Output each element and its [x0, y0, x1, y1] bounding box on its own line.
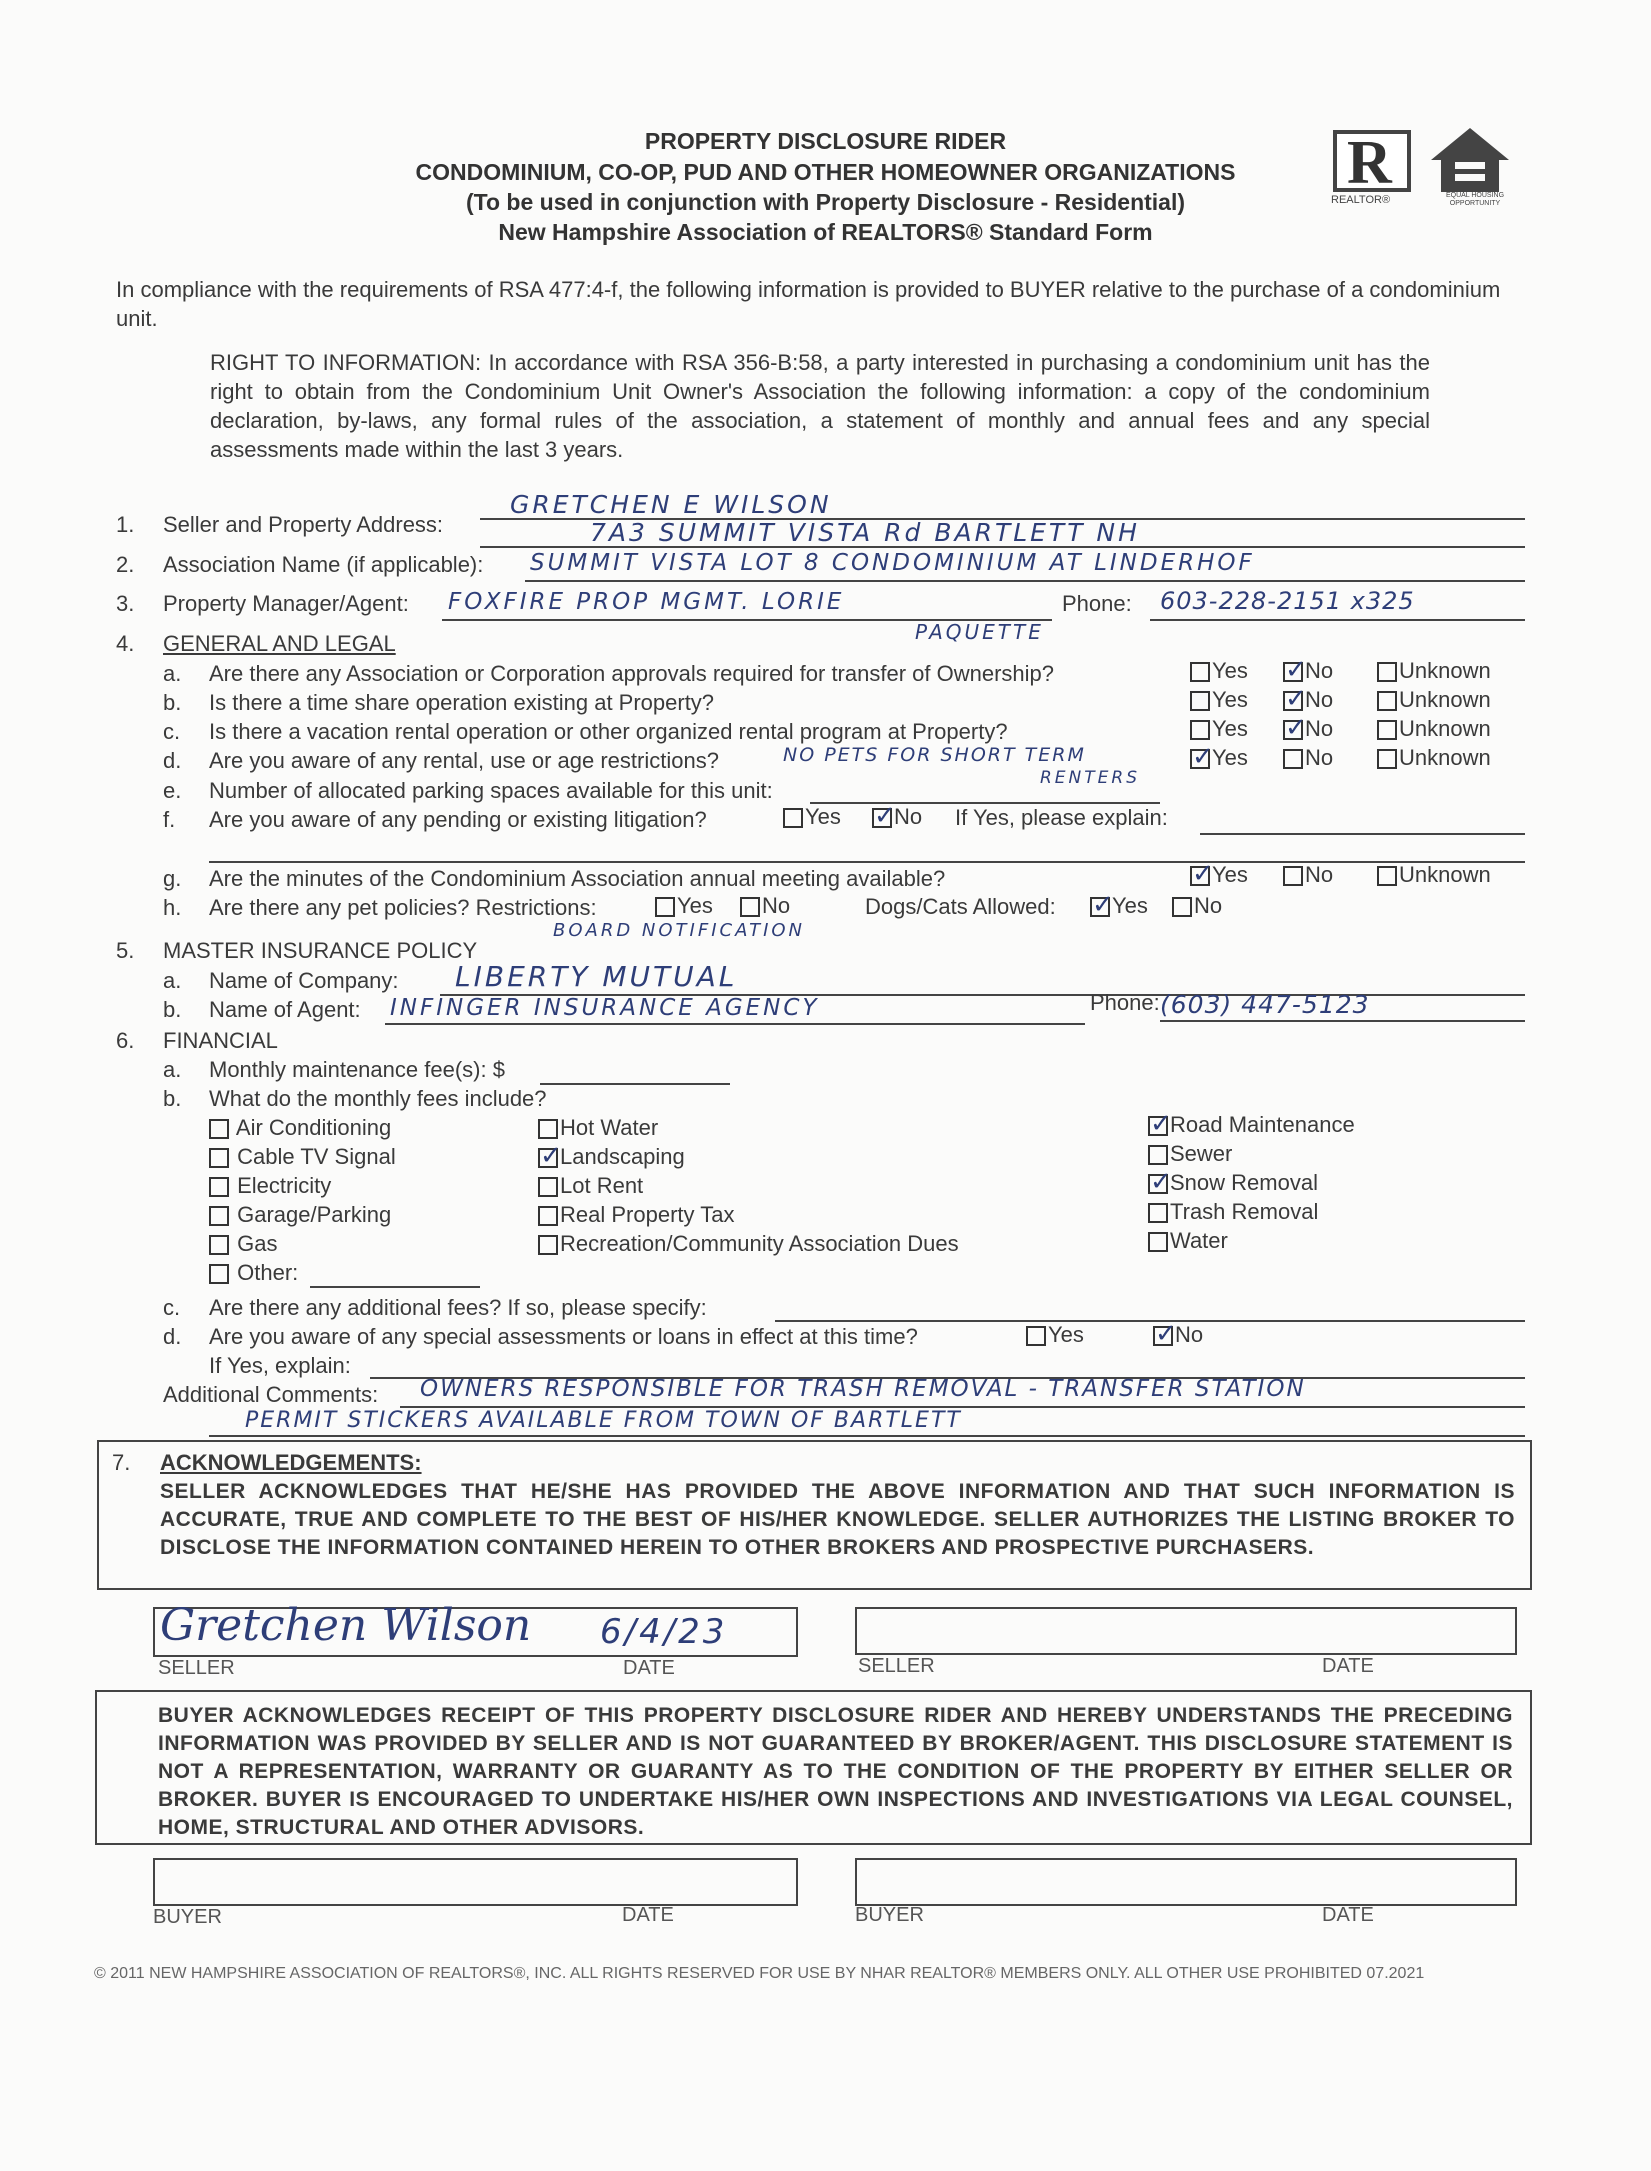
- q6d-yes-option[interactable]: [1026, 1322, 1084, 1348]
- fee-garage-parking-checkbox[interactable]: [209, 1206, 229, 1226]
- buyer-2-caption: BUYER: [855, 1904, 924, 1926]
- intro-text: In compliance with the requirements of RSA 477:4-f, the following information is provided to BUYER relative to the purchase of a condominium unit.: [116, 277, 1501, 331]
- fee-water[interactable]: [1148, 1228, 1355, 1257]
- association-name-handwritten: SUMMIT VISTA LOT 8 CONDOMINIUM AT LINDERHOF: [530, 550, 1255, 576]
- fee-snow-removal-label: Snow Removal: [1170, 1170, 1318, 1195]
- q4c-letter: c.: [163, 719, 181, 744]
- fee-gas[interactable]: [209, 1231, 396, 1260]
- fee-recreation-dues-checkbox[interactable]: [538, 1235, 558, 1255]
- property-manager-label: Property Manager/Agent:: [163, 591, 409, 616]
- insurance-company-label: Name of Company:: [209, 968, 399, 993]
- section-2-number: 2.: [116, 552, 135, 577]
- fee-garage-parking[interactable]: [209, 1202, 396, 1231]
- q4a-text: Are there any Association or Corporation approvals required for transfer of Ownership?: [209, 661, 1054, 686]
- fee-other-checkbox[interactable]: [209, 1264, 229, 1284]
- insurance-phone-handwritten: (603) 447-5123: [1160, 990, 1370, 1019]
- fee-electricity-checkbox[interactable]: [209, 1177, 229, 1197]
- q4h-text: Are there any pet policies? Restrictions:: [209, 895, 597, 920]
- fee-hot-water-checkbox[interactable]: [538, 1119, 558, 1139]
- q4c-unknown-checkbox[interactable]: [1377, 720, 1397, 740]
- q4d-no-option[interactable]: [1283, 745, 1333, 771]
- fee-air-conditioning-label: Air Conditioning: [235, 1115, 392, 1140]
- q4c-no-label: No: [1305, 716, 1334, 741]
- q4c-yes-option[interactable]: [1190, 716, 1248, 742]
- additional-comments-line-2: [209, 1435, 1525, 1437]
- q6c-letter: c.: [163, 1295, 181, 1320]
- q4d-unknown-label: Unknown: [1399, 745, 1491, 770]
- q4g-unknown-checkbox[interactable]: [1377, 866, 1397, 886]
- fees-include-label: What do the monthly fees include?: [209, 1086, 547, 1111]
- fee-electricity[interactable]: [209, 1173, 396, 1202]
- fee-road-maintenance-checkbox[interactable]: [1148, 1116, 1168, 1136]
- q4b-letter: b.: [163, 690, 182, 715]
- fee-cable-tv-checkbox[interactable]: [209, 1148, 229, 1168]
- fee-other[interactable]: [209, 1260, 396, 1289]
- q4a-unknown-option[interactable]: [1377, 658, 1491, 684]
- q4d-letter: d.: [163, 748, 182, 773]
- q4a-no-checkbox[interactable]: [1283, 662, 1303, 682]
- form-subtitle: CONDOMINIUM, CO-OP, PUD AND OTHER HOMEOWNER ORGANIZATIONS: [415, 159, 1236, 185]
- seller-acknowledgement-text: SELLER ACKNOWLEDGES THAT HE/SHE HAS PROVIDED THE ABOVE INFORMATION AND THAT SUCH INFORMATION IS ACCURATE, TRUE AND COMPLETE TO THE BEST OF HIS/HER KNOWLEDGE. SELLER AUTHORIZES THE LISTING BROKER TO DISCLOSE THE INFORMATION CONTAINED HEREIN TO OTHER BROKERS AND PROSPECTIVE PURCHASERS.: [160, 1480, 1515, 1559]
- q4h-no-label: No: [762, 893, 791, 918]
- monthly-fee-line: [540, 1083, 730, 1085]
- fees-column-3: [1148, 1112, 1355, 1257]
- fee-landscaping[interactable]: [538, 1144, 959, 1173]
- manager-phone-line: [1150, 619, 1525, 621]
- insurance-agent-label: Name of Agent:: [209, 997, 361, 1022]
- insurance-agent-handwritten: INFINGER INSURANCE AGENCY: [390, 995, 820, 1021]
- q4g-unknown-option[interactable]: [1377, 862, 1491, 888]
- general-legal-title: GENERAL AND LEGAL: [163, 631, 396, 656]
- special-assessments-label: Are you aware of any special assessments or loans in effect at this time?: [209, 1324, 918, 1349]
- buyer-acknowledgement-text: BUYER ACKNOWLEDGES RECEIPT OF THIS PROPERTY DISCLOSURE RIDER AND HEREBY UNDERSTANDS THE PRECEDING INFORMATION WAS PROVIDED BY SELLER AND IS NOT GUARANTEED BY BROKER/AGENT. THIS DISCLOSURE STATEMENT IS NOT A REPRESENTATION, WARRANTY OR GUARANTY AS TO THE CONDITION OF THE PROPERTY BY EITHER SELLER OR BROKER. BUYER IS ENCOURAGED TO UNDERTAKE HIS/HER OWN INSPECTIONS AND INVESTIGATIONS VIA LEGAL COUNSEL, HOME, STRUCTURAL AND OTHER ADVISORS.: [158, 1704, 1513, 1839]
- q4d-yes-option[interactable]: [1190, 745, 1248, 771]
- q4g-text: Are the minutes of the Condominium Association annual meeting available?: [209, 866, 946, 891]
- q4b-no-label: No: [1305, 687, 1334, 712]
- equal-housing-logo: [1425, 124, 1515, 198]
- fee-other-label: Other:: [237, 1260, 299, 1285]
- fee-other-line: [310, 1286, 480, 1288]
- dogs-cats-no-checkbox[interactable]: [1172, 897, 1192, 917]
- fee-lot-rent-checkbox[interactable]: [538, 1177, 558, 1197]
- q4b-yes-option[interactable]: [1190, 687, 1248, 713]
- fee-water-checkbox[interactable]: [1148, 1232, 1168, 1252]
- q4h-yes-checkbox[interactable]: [655, 897, 675, 917]
- q4g-yes-checkbox[interactable]: [1190, 866, 1210, 886]
- buyer-signature-field[interactable]: [153, 1858, 798, 1906]
- dogs-cats-label: Dogs/Cats Allowed:: [865, 894, 1056, 919]
- property-manager-line: [442, 619, 1052, 621]
- q4f-yes-label: Yes: [805, 804, 841, 829]
- q6d-yes-label: Yes: [1048, 1322, 1084, 1347]
- q6a-letter: a.: [163, 1057, 182, 1082]
- fee-snow-removal-checkbox[interactable]: [1148, 1174, 1168, 1194]
- q4e-letter: e.: [163, 778, 182, 803]
- parking-spaces-line: [810, 802, 1160, 804]
- insurance-phone-line: [1160, 1020, 1525, 1022]
- fee-landscaping-checkbox[interactable]: [538, 1148, 558, 1168]
- q6b-letter: b.: [163, 1086, 182, 1111]
- form-title: PROPERTY DISCLOSURE RIDER: [644, 128, 1007, 154]
- q6d-no-label: No: [1175, 1322, 1204, 1347]
- association-name-line: [525, 580, 1525, 582]
- section-6-number: 6.: [116, 1028, 135, 1053]
- property-manager-handwritten-2: PAQUETTE: [915, 620, 1044, 644]
- seller-2-signature-field[interactable]: [855, 1607, 1517, 1655]
- q4h-letter: h.: [163, 895, 182, 920]
- fees-column-2: [538, 1115, 959, 1260]
- q4d-unknown-option[interactable]: [1377, 745, 1491, 771]
- dogs-cats-no-label: No: [1194, 893, 1223, 918]
- buyer-2-date-caption: DATE: [1322, 1904, 1374, 1926]
- fee-property-tax-checkbox[interactable]: [538, 1206, 558, 1226]
- buyer-2-signature-field[interactable]: [855, 1858, 1517, 1906]
- form-association: New Hampshire Association of REALTORS® Standard Form: [498, 219, 1153, 245]
- q4g-no-label: No: [1305, 862, 1334, 887]
- fee-recreation-dues-label: Recreation/Community Association Dues: [560, 1231, 959, 1256]
- q4b-no-checkbox[interactable]: [1283, 691, 1303, 711]
- dogs-cats-no-option[interactable]: [1172, 893, 1222, 919]
- q4c-text: Is there a vacation rental operation or other organized rental program at Property?: [209, 719, 1008, 744]
- q4f-text: Are you aware of any pending or existing litigation?: [209, 807, 707, 832]
- buyer-date-caption: DATE: [622, 1904, 674, 1926]
- q4d-handwritten: NO PETS FOR SHORT TERM: [783, 744, 1086, 766]
- q4a-yes-option[interactable]: [1190, 658, 1248, 684]
- q4b-yes-checkbox[interactable]: [1190, 691, 1210, 711]
- q4f-explain-label: If Yes, please explain:: [955, 805, 1168, 830]
- fee-air-conditioning-checkbox[interactable]: [209, 1119, 229, 1139]
- q4b-unknown-option[interactable]: [1377, 687, 1491, 713]
- fee-sewer-label: Sewer: [1170, 1141, 1233, 1166]
- q4d-yes-checkbox[interactable]: [1190, 749, 1210, 769]
- monthly-fee-label: Monthly maintenance fee(s): $: [209, 1057, 505, 1082]
- manager-phone-label: Phone:: [1062, 591, 1132, 616]
- q4b-unknown-checkbox[interactable]: [1377, 691, 1397, 711]
- additional-comments-label: Additional Comments:: [163, 1382, 379, 1407]
- additional-fees-line: [775, 1320, 1525, 1322]
- q4h-yes-option[interactable]: [655, 893, 713, 919]
- fee-hot-water-label: Hot Water: [560, 1115, 659, 1140]
- section-5-number: 5.: [116, 938, 135, 963]
- dogs-cats-yes-checkbox[interactable]: [1090, 897, 1110, 917]
- q6d-no-option[interactable]: [1153, 1322, 1203, 1348]
- realtor-logo: R: [1333, 130, 1411, 192]
- section-3-number: 3.: [116, 591, 135, 616]
- q4c-unknown-label: Unknown: [1399, 716, 1491, 741]
- q5a-letter: a.: [163, 968, 182, 993]
- q4f-yes-checkbox[interactable]: [783, 808, 803, 828]
- q4g-no-option[interactable]: [1283, 862, 1333, 888]
- fee-water-label: Water: [1170, 1228, 1228, 1253]
- financial-title: FINANCIAL: [163, 1028, 278, 1053]
- property-manager-handwritten: FOXFIRE PROP MGMT. LORIE: [448, 589, 845, 615]
- q4g-unknown-label: Unknown: [1399, 862, 1491, 887]
- q4d-handwritten-2: RENTERS: [1040, 768, 1140, 788]
- buyer-caption: BUYER: [153, 1906, 222, 1928]
- fee-electricity-label: Electricity: [237, 1173, 332, 1198]
- fee-recreation-dues[interactable]: [538, 1231, 959, 1260]
- q4f-letter: f.: [163, 807, 176, 832]
- q4d-no-label: No: [1305, 745, 1334, 770]
- q4d-text: Are you aware of any rental, use or age restrictions?: [209, 748, 719, 773]
- fee-property-tax[interactable]: [538, 1202, 959, 1231]
- q4c-yes-label: Yes: [1212, 716, 1248, 741]
- seller-address-label: Seller and Property Address:: [163, 512, 444, 537]
- insurance-company-handwritten: LIBERTY MUTUAL: [455, 960, 738, 993]
- q4a-yes-checkbox[interactable]: [1190, 662, 1210, 682]
- pet-policy-handwritten: BOARD NOTIFICATION: [553, 920, 806, 941]
- fee-gas-checkbox[interactable]: [209, 1235, 229, 1255]
- q4d-no-checkbox[interactable]: [1283, 749, 1303, 769]
- q4a-letter: a.: [163, 661, 182, 686]
- master-insurance-title: MASTER INSURANCE POLICY: [163, 938, 478, 963]
- q6d-no-checkbox[interactable]: [1153, 1326, 1173, 1346]
- equal-housing-text: EQUAL HOUSING OPPORTUNITY: [1445, 192, 1505, 207]
- q4h-no-option[interactable]: [740, 893, 790, 919]
- fee-lot-rent[interactable]: [538, 1173, 959, 1202]
- seller-2-caption: SELLER: [858, 1655, 935, 1677]
- seller-signature: Gretchen Wilson: [160, 1600, 532, 1651]
- fee-road-maintenance[interactable]: [1148, 1112, 1355, 1141]
- form-usage-note: (To be used in conjunction with Property Disclosure - Residential): [465, 189, 1186, 215]
- q4b-yes-label: Yes: [1212, 687, 1248, 712]
- seller-signature-date: 6/4/23: [600, 1612, 728, 1652]
- fee-air-conditioning[interactable]: [209, 1115, 396, 1144]
- fee-cable-tv[interactable]: [209, 1144, 396, 1173]
- q4a-no-option[interactable]: [1283, 658, 1333, 684]
- q6d-letter: d.: [163, 1324, 182, 1349]
- section-1-number: 1.: [116, 512, 135, 537]
- dogs-cats-yes-option[interactable]: [1090, 893, 1148, 919]
- q4a-unknown-checkbox[interactable]: [1377, 662, 1397, 682]
- q4d-yes-label: Yes: [1212, 745, 1248, 770]
- fee-sewer[interactable]: [1148, 1141, 1355, 1170]
- section-7-number: 7.: [112, 1450, 131, 1475]
- q4d-unknown-checkbox[interactable]: [1377, 749, 1397, 769]
- q4c-no-option[interactable]: [1283, 716, 1333, 742]
- property-address-line: [480, 546, 1525, 548]
- q4g-yes-label: Yes: [1212, 862, 1248, 887]
- q6d-yes-checkbox[interactable]: [1026, 1326, 1046, 1346]
- q4c-unknown-option[interactable]: [1377, 716, 1491, 742]
- fee-snow-removal[interactable]: [1148, 1170, 1355, 1199]
- fee-road-maintenance-label: Road Maintenance: [1170, 1112, 1355, 1137]
- property-address-handwritten: 7A3 SUMMIT VISTA Rd BARTLETT NH: [590, 518, 1140, 547]
- special-assessments-explain-label: If Yes, explain:: [209, 1353, 351, 1378]
- seller-date-caption: DATE: [623, 1657, 675, 1679]
- q4e-text: Number of allocated parking spaces available for this unit:: [209, 778, 773, 803]
- association-name-label: Association Name (if applicable):: [163, 552, 484, 577]
- copyright-footer: © 2011 NEW HAMPSHIRE ASSOCIATION OF REALTORS®, INC. ALL RIGHTS RESERVED FOR USE BY NHAR REALTOR® MEMBERS ONLY. ALL OTHER USE PROHIBITED 07.2021: [94, 1965, 1425, 1982]
- fee-hot-water[interactable]: [538, 1115, 959, 1144]
- q4h-yes-label: Yes: [677, 893, 713, 918]
- q4f-no-label: No: [894, 804, 923, 829]
- right-to-information: RIGHT TO INFORMATION: In accordance with RSA 356-B:58, a party interested in purchasing a condominium unit has the right to obtain from the Condominium Unit Owner's Association the following information: a copy of the condominium declaration, by-laws, any formal rules of the association, a statement of monthly and annual fees and any special assessments made within the last 3 years.: [210, 350, 1430, 462]
- fee-trash-removal[interactable]: [1148, 1199, 1355, 1228]
- fee-cable-tv-label: Cable TV Signal: [237, 1144, 396, 1169]
- q4g-yes-option[interactable]: [1190, 862, 1248, 888]
- q4a-no-label: No: [1305, 658, 1334, 683]
- seller-2-date-caption: DATE: [1322, 1655, 1374, 1677]
- fee-trash-removal-label: Trash Removal: [1170, 1199, 1319, 1224]
- fee-landscaping-label: Landscaping: [560, 1144, 685, 1169]
- insurance-phone-label: Phone:: [1090, 990, 1160, 1015]
- fee-garage-parking-label: Garage/Parking: [237, 1202, 392, 1227]
- q4g-no-checkbox[interactable]: [1283, 866, 1303, 886]
- q5b-letter: b.: [163, 997, 182, 1022]
- realtor-logo-text: REALTOR®: [1331, 194, 1391, 206]
- q4f-explain-line-1: [1200, 833, 1525, 835]
- manager-phone-handwritten: 603-228-2151 x325: [1160, 587, 1415, 615]
- fee-trash-removal-checkbox[interactable]: [1148, 1203, 1168, 1223]
- insurance-agent-line: [385, 1023, 1085, 1025]
- q4b-text: Is there a time share operation existing at Property?: [209, 690, 715, 715]
- q4a-yes-label: Yes: [1212, 658, 1248, 683]
- dogs-cats-yes-label: Yes: [1112, 893, 1148, 918]
- seller-name-handwritten: GRETCHEN E WILSON: [510, 490, 832, 519]
- q4a-unknown-label: Unknown: [1399, 658, 1491, 683]
- q4f-yes-option[interactable]: [783, 804, 841, 830]
- q4b-unknown-label: Unknown: [1399, 687, 1491, 712]
- q4g-letter: g.: [163, 866, 182, 891]
- q4f-no-checkbox[interactable]: [872, 808, 892, 828]
- fees-column-1: [209, 1115, 396, 1289]
- q4f-no-option[interactable]: [872, 804, 922, 830]
- q4b-no-option[interactable]: [1283, 687, 1333, 713]
- additional-comments-handwritten-1: OWNERS RESPONSIBLE FOR TRASH REMOVAL - TRANSFER STATION: [420, 1376, 1306, 1402]
- fee-property-tax-label: Real Property Tax: [560, 1202, 735, 1227]
- fee-sewer-checkbox[interactable]: [1148, 1145, 1168, 1165]
- fee-gas-label: Gas: [237, 1231, 278, 1256]
- section-4-number: 4.: [116, 631, 135, 656]
- additional-fees-label: Are there any additional fees? If so, please specify:: [209, 1295, 707, 1320]
- fee-lot-rent-label: Lot Rent: [560, 1173, 644, 1198]
- seller-caption: SELLER: [158, 1657, 235, 1679]
- q4c-no-checkbox[interactable]: [1283, 720, 1303, 740]
- q4h-no-checkbox[interactable]: [740, 897, 760, 917]
- acknowledgements-title: ACKNOWLEDGEMENTS:: [160, 1450, 422, 1475]
- q4c-yes-checkbox[interactable]: [1190, 720, 1210, 740]
- additional-comments-handwritten-2: PERMIT STICKERS AVAILABLE FROM TOWN OF BARTLETT: [245, 1408, 962, 1433]
